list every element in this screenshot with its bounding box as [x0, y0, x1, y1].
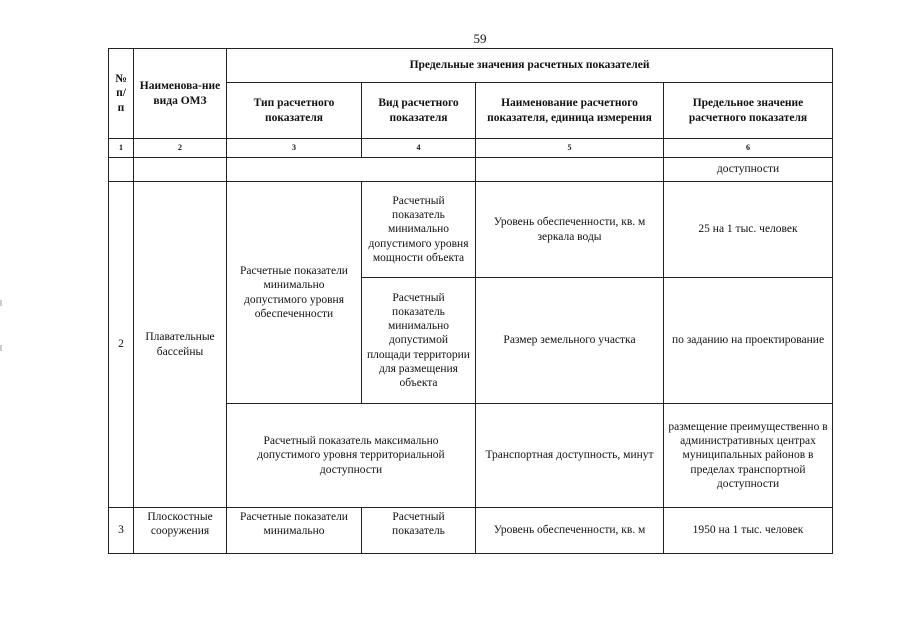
header-row-group: [109, 49, 833, 83]
indicator-name: Транспортная доступность, минут: [476, 404, 664, 508]
indicator-name: Уровень обеспеченности, кв. м зеркала воды: [476, 182, 664, 278]
carry-num: [109, 158, 134, 182]
page-number: 59: [473, 31, 487, 46]
column-number: 5: [476, 139, 664, 158]
carry-over-row: [109, 158, 833, 182]
column-number: 4: [362, 139, 476, 158]
row-number: 3: [109, 508, 134, 554]
table-row: [109, 182, 833, 278]
header-limits-group: Предельные значения расчетных показателей: [227, 49, 833, 83]
column-number-row: [109, 139, 833, 158]
limit-value: 25 на 1 тыс. человек: [664, 182, 833, 278]
omz-name: Плавательные бассейны: [134, 182, 227, 508]
limit-value: по заданию на проектирование: [664, 278, 833, 404]
limit-value: размещение преимущественно в административных центрах муниципальных районов в пределах транспортной доступности: [664, 404, 833, 508]
indicator-kind: Расчетный показатель минимально допустимого уровня мощности объекта: [362, 182, 476, 278]
column-number: 2: [134, 139, 227, 158]
norms-table: [108, 48, 833, 554]
header-indicator-name: Наименование расчетного показателя, единица измерения: [476, 83, 664, 139]
indicator-type-min: Расчетные показатели минимально допустимого уровня обеспеченности: [227, 182, 362, 404]
header-indicator-type: Тип расчетного показателя: [227, 83, 362, 139]
indicator-kind: Расчетный показатель минимально допустимой площади территории для размещения объекта: [362, 278, 476, 404]
header-num: № п/п: [109, 49, 134, 139]
omz-name: Плоскостные сооружения: [134, 508, 227, 554]
limit-value: 1950 на 1 тыс. человек: [664, 508, 833, 554]
indicator-type-max: Расчетный показатель максимально допустимого уровня территориальной доступности: [227, 404, 476, 508]
indicator-name: Размер земельного участка: [476, 278, 664, 404]
header-limit-value: Предельное значение расчетного показателя: [664, 83, 833, 139]
row-number: 2: [109, 182, 134, 508]
indicator-type: Расчетные показатели минимально: [227, 508, 362, 554]
header-omz-name: Наименова-ние вида ОМЗ: [134, 49, 227, 139]
column-number: 3: [227, 139, 362, 158]
carry-indicator: [476, 158, 664, 182]
carry-type: [227, 158, 476, 182]
scan-edge-mark: [0, 300, 2, 306]
carry-name: [134, 158, 227, 182]
carry-limit: доступности: [664, 158, 833, 182]
indicator-kind: Расчетный показатель: [362, 508, 476, 554]
table-row: [109, 508, 833, 554]
scan-edge-mark: [0, 345, 2, 351]
column-number: 1: [109, 139, 134, 158]
indicator-name: Уровень обеспеченности, кв. м: [476, 508, 664, 554]
header-indicator-kind: Вид расчетного показателя: [362, 83, 476, 139]
column-number: 6: [664, 139, 833, 158]
